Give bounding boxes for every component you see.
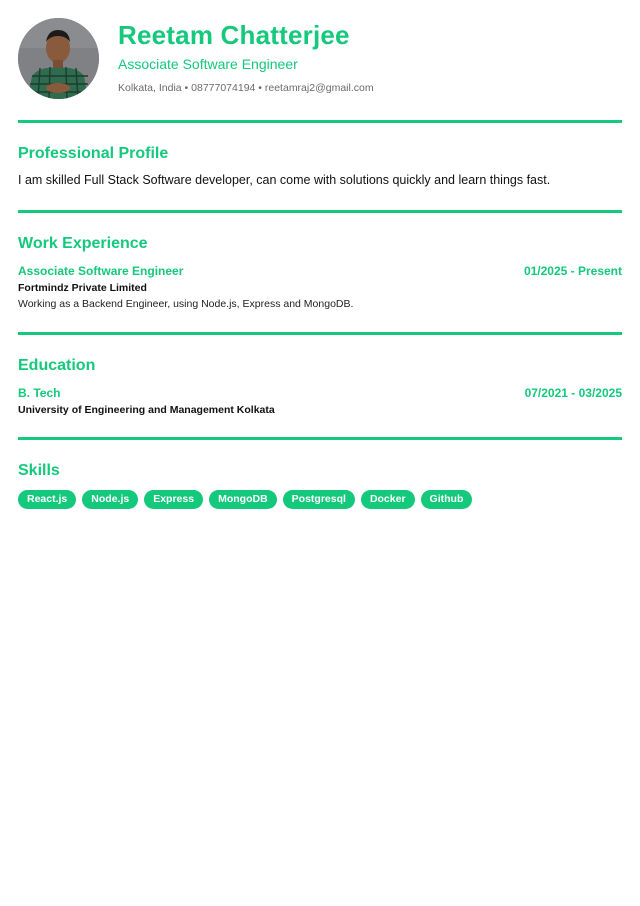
profile-title: Professional Profile [18,145,169,162]
skill-badge: Docker [361,490,415,509]
skill-badge: Express [144,490,203,509]
education-school: University of Engineering and Management Kolkata [18,404,275,416]
avatar-photo-icon [18,18,99,99]
skill-badge: Github [421,490,473,509]
experience-row [18,264,622,282]
resume-header [18,0,622,120]
skills-list [18,490,622,509]
experience-description: Working as a Backend Engineer, using Node.js, Express and MongoDB. [18,298,354,310]
education-dates: 07/2021 - 03/2025 [524,386,622,400]
experience-dates: 01/2025 - Present [523,264,622,278]
profile-text: I am skilled Full Stack Software developer, can come with solutions quickly and learn things fast. [18,173,551,187]
candidate-role: Associate Software Engineer [118,56,298,72]
skill-badge: Node.js [82,490,138,509]
education-row [18,386,622,404]
education-degree: B. Tech [18,386,61,400]
avatar [18,18,99,99]
skill-badge: MongoDB [209,490,277,509]
skill-badge: React.js [18,490,76,509]
candidate-name: Reetam Chatterjee [118,20,350,50]
skills-section [18,440,622,509]
education-title: Education [18,357,96,374]
education-section [18,335,622,437]
experience-role: Associate Software Engineer [18,264,184,278]
contact-info: Kolkata, India • 08777074194 • reetamraj2@gmail.com [118,82,374,94]
experience-title: Work Experience [18,235,148,252]
profile-section [18,123,622,210]
skill-badge: Postgresql [283,490,355,509]
experience-section [18,213,622,332]
skills-title: Skills [18,462,60,479]
experience-company: Fortmindz Private Limited [18,282,147,294]
